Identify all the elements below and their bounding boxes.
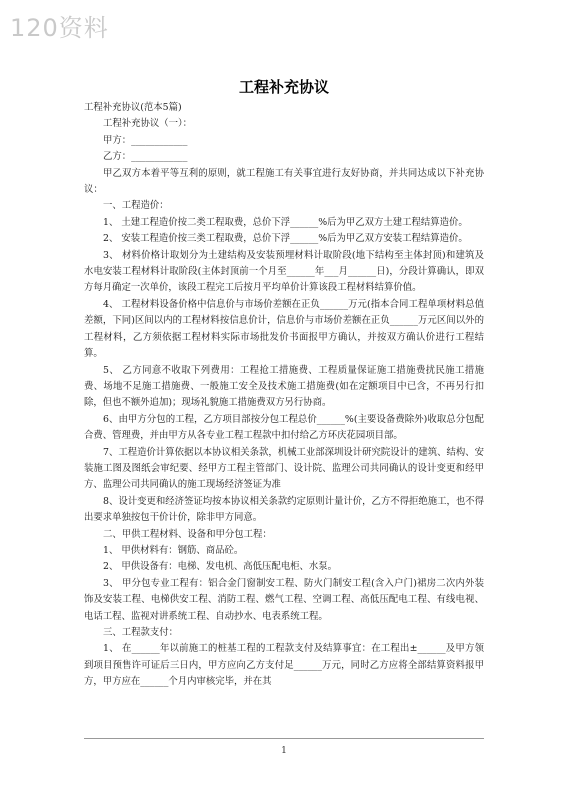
clause-1-5: 5、 乙方同意不收取下列费用：工程抢工措施费、工程质量保证施工措施费扰民施工措施费、场地不足施工措施费、一般施工安全及技术施工措施费(如在定额项目中已含，不再另行扣除，但也不额外追加)；现场礼貌施工措施费双方另行协商。 [84, 364, 484, 409]
document-title: 工程补充协议 [238, 78, 329, 96]
clause-1-7: 7、工程造价计算依据以本协议相关条款，机械工业部深圳设计研究院设计的建筑、结构、安装施工图及图纸会审纪要、经甲方工程主管部门、设计院、监理公司共同确认的设计变更和经甲方、监理公司共同确认的施工现场经济签证为准 [84, 446, 484, 491]
paragraph-doc-subtitle: 工程补充协议(范本5篇) [84, 102, 182, 113]
paragraph-party-b: 乙方：____________ [103, 151, 188, 163]
watermark-logo: 120资料 [10, 14, 109, 42]
clause-1-8: 8、设计变更和经济签证均按本协议相关条款约定原则计量计价，乙方不得拒绝施工，也不得出要求单独按包干价计价，除非甲方同意。 [84, 495, 484, 524]
section-heading-payment: 三、工程款支付： [103, 627, 179, 638]
clause-1-6: 6、由甲方分包的工程，乙方项目部按分包工程总价______%(主要设备费除外)收取总分包配合费、管理费，并由甲方从各专业工程工程款中扣付给乙方环庆花园项目部。 [84, 413, 484, 442]
clause-2-2: 2、 甲供设备有：电梯、发电机、高低压配电柜、水泵。 [103, 561, 337, 573]
section-heading-supply: 二、甲供工程材料、设备和甲分包工程： [103, 528, 272, 540]
paragraph-preamble: 甲乙双方本着平等互利的原则，就工程施工有关事宜进行友好协商，并共同达成以下补充协议： [84, 167, 484, 196]
clause-2-3: 3、 甲分包专业工程有：铝合金门窗制安工程、防火门制安工程(含入户门)裙房二次内外装饰及安装工程、电梯供安工程、消防工程、燃气工程、空调工程、高低压配电工程、有线电视、电话工程、监视对讲系统工程、自动抄水、电表系统工程。 [84, 577, 484, 622]
paragraph-party-a: 甲方：____________ [103, 134, 188, 146]
section-heading-cost: 一、工程造价： [103, 200, 169, 212]
clause-2-1: 1、 甲供材料有：钢筋、商品砼。 [103, 544, 244, 556]
clause-1-2: 2、 安装工程造价按三类工程取费，总价下浮______%后为甲乙双方安装工程结算造价。 [103, 233, 468, 245]
clause-1-3: 3、 材料价格计取划分为土建结构及安装预埋材料计取阶段(地下结构至主体封顶)和建筑及水电安装工程材料计取阶段(主体封顶前一个月至______年___月______日)，分段计算确认，即双方每月确定一次单价，该段工程完工后按月平均单价计算该段工程材料结算价值。 [84, 249, 484, 294]
clause-1-4: 4、 工程材料设备价格中信息价与市场价差额在正负______万元(指本合同工程单项材料总值差额，下同)区间以内的工程材料按信息价计，信息价与市场价差额在正负______万元区间以外的工程材料，乙方须依据工程材料实际市场批发价书面报甲方确认，并按双方确认价进行工程结算。 [84, 298, 484, 360]
paragraph-agreement-heading: 工程补充协议（一）： [103, 118, 193, 130]
document-body [84, 100, 484, 691]
footer-divider [84, 738, 484, 739]
clause-3-1: 1、 在______年以前施工的桩基工程的工程款支付及结算事宜：在工程出±______及甲方领到项目预售许可证后三日内，甲方应向乙方支付足______万元，同时乙方应将全部结算资料报甲方，甲方应在______个月内审核完毕，并在其 [84, 643, 484, 688]
page-number: 1 [281, 746, 287, 756]
clause-1-1: 1、 土建工程造价按二类工程取费，总价下浮______%后为甲乙双方土建工程结算造价。 [103, 216, 468, 228]
